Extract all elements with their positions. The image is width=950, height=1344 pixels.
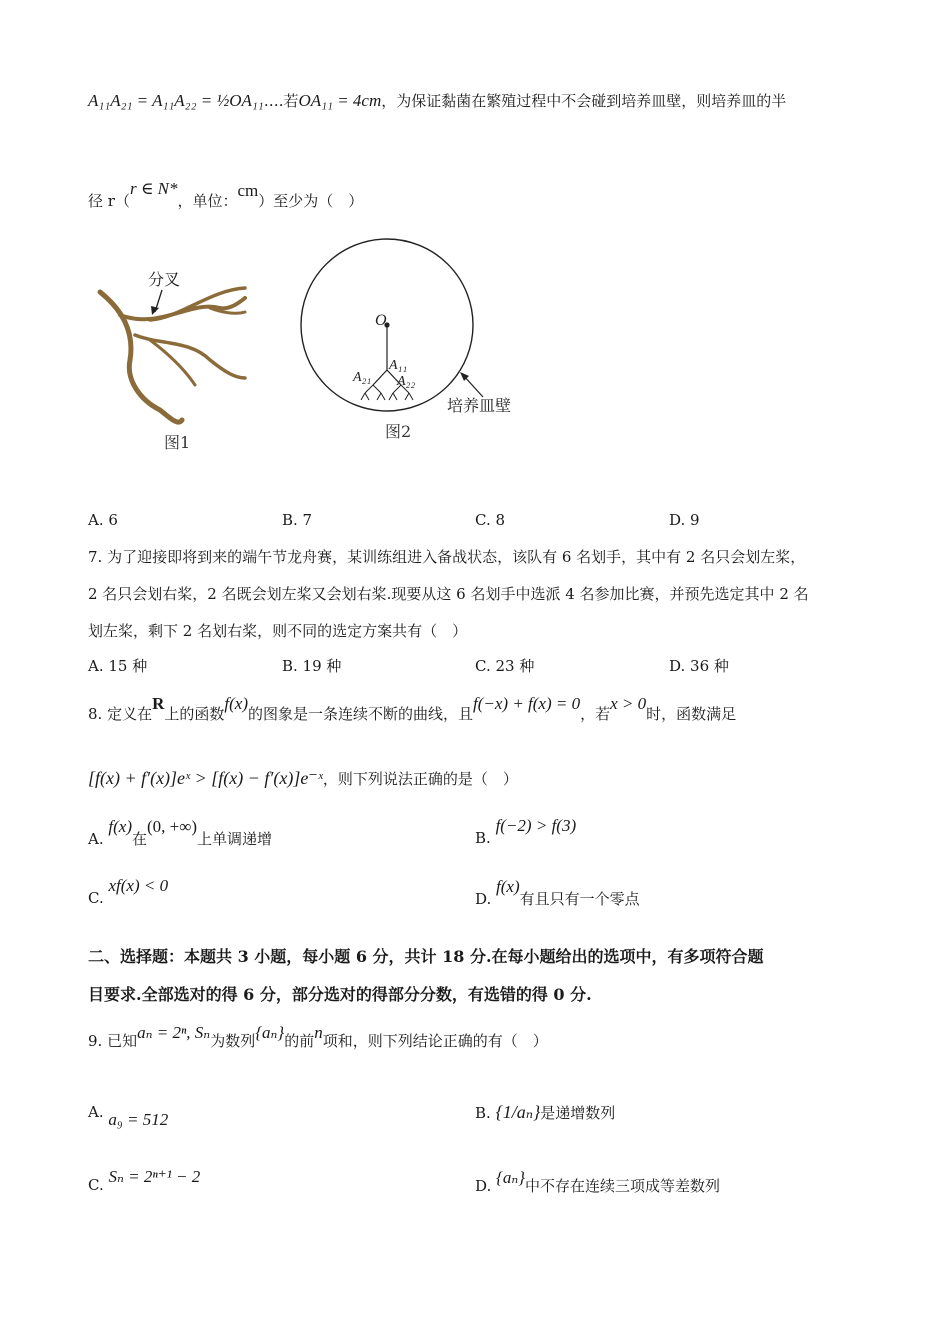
q6-radius-text: 径 r（: [88, 192, 130, 210]
q6-option-d: D. 9: [669, 511, 700, 529]
q8-text-1: 8. 定义在: [88, 705, 153, 723]
q6-line2: [88, 179, 364, 211]
label-a22: A₂₂: [397, 374, 416, 389]
q8-option-c-math: xf(x) < 0: [108, 876, 169, 895]
q6-option-b: B. 7: [282, 511, 313, 529]
q7-line1: 7. 为了迎接即将到来的端午节龙舟赛，某训练组进入备战状态，该队有 6 名划手，其中有 2 名只会划左桨，: [88, 548, 806, 566]
q9-option-a: [88, 1102, 169, 1129]
figure-1: [90, 260, 260, 460]
q9-option-d-label: D.: [475, 1177, 492, 1195]
q8-fx: f(x): [224, 694, 248, 713]
q8-option-c: [88, 876, 169, 908]
q9-option-b-math: {1/aₙ}: [495, 1102, 541, 1122]
q8-text-5: 时，函数满足: [646, 705, 737, 723]
q8-option-b: [475, 816, 577, 848]
q9-option-a-math: a₉ = 512: [108, 1110, 169, 1129]
q8-option-b-label: B.: [475, 829, 491, 847]
section-2-heading-line2: 目要求.全部选对的得 6 分，部分选对的得部分分数，有选错的得 0 分.: [88, 985, 592, 1004]
q9-option-c-math: Sₙ = 2ⁿ⁺¹ − 2: [108, 1167, 201, 1186]
q8-option-a-text-2: 上单调递增: [197, 830, 273, 848]
q8-real-set: R: [152, 694, 165, 713]
q6-question-end: ）至少为（ ）: [258, 192, 364, 210]
q7-line2: 2 名只会划右桨，2 名既会划左桨又会划右桨.现要从这 6 名划手中选派 4 名参加比赛，并预先选定其中 2 名: [88, 585, 809, 603]
q6-option-c: C. 8: [475, 511, 506, 529]
q8-option-c-label: C.: [88, 889, 104, 907]
q8-option-d: [475, 877, 640, 909]
q7-option-c: C. 23 种: [475, 657, 535, 675]
q8-text-4: ，若: [580, 705, 611, 723]
q6-condition: OA₁₁ = 4cm: [298, 91, 382, 110]
label-a11: A₁₁: [389, 358, 408, 373]
q8-option-b-math: f(−2) > f(3): [495, 816, 577, 835]
figure-2: [295, 235, 535, 450]
q8-option-a-fx: f(x): [108, 817, 132, 836]
q9-text-1: 9. 已知: [88, 1032, 138, 1050]
q9-option-d: [475, 1168, 721, 1196]
q8-option-d-text: 有且只有一个零点: [519, 890, 640, 908]
q9-option-b-text: 是递增数列: [540, 1104, 616, 1122]
q9-option-d-math: {aₙ}: [496, 1168, 526, 1187]
q8-odd-condition: f(−x) + f(x) = 0: [473, 694, 581, 713]
q9-an-def: aₙ = 2ⁿ, Sₙ: [137, 1023, 211, 1042]
section-2-heading-line1: 二、选择题：本题共 3 小题，每小题 6 分，共计 18 分.在每小题给出的选项中，有多项符合题: [88, 947, 764, 966]
q8-x-positive: x > 0: [610, 694, 647, 713]
q9-text-2: 为数列: [210, 1032, 256, 1050]
q8-option-a-label: A.: [88, 830, 104, 848]
q8-text-3: 的图象是一条连续不断的曲线，且: [247, 705, 473, 723]
q6-r-domain: r ∈ N*: [129, 179, 178, 198]
q6-formula: A₁₁A₂₁ = A₁₁A₂₂ = ½OA₁₁: [88, 91, 264, 110]
q7-option-d: D. 36 种: [669, 657, 729, 675]
q8-option-d-label: D.: [475, 890, 492, 908]
q8-text-6: ，则下列说法正确的是（ ）: [322, 770, 518, 788]
q9-option-c: [88, 1167, 201, 1195]
q6-unit-label: ，单位：: [177, 192, 238, 210]
fig1-branch-label: 分叉: [148, 270, 181, 289]
q6-unit: cm: [237, 181, 259, 200]
fig2-caption: 图2: [385, 422, 412, 441]
label-dish-wall: 培养皿壁: [447, 396, 512, 415]
q8-line2: [88, 768, 518, 789]
q6-text: ，为保证黏菌在繁殖过程中不会碰到培养皿壁，则培养皿的半: [381, 92, 787, 110]
q6-dots: ….若: [263, 92, 299, 110]
q9-option-c-label: C.: [88, 1176, 104, 1194]
q9-text-4: 项和，则下列结论正确的有（ ）: [322, 1032, 548, 1050]
q9-n: n: [314, 1023, 323, 1042]
q8-inequality: [f(x) + f′(x)]eˣ > [f(x) − f′(x)]e⁻ˣ: [88, 768, 323, 788]
q9-option-b: [475, 1102, 615, 1123]
q9-stem: [88, 1023, 548, 1051]
q9-option-a-label: A.: [88, 1103, 104, 1121]
q8-line1: [88, 694, 737, 724]
q6-option-a: A. 6: [88, 511, 118, 529]
label-o: O: [375, 312, 387, 329]
q9-text-3: 的前: [284, 1032, 315, 1050]
q8-option-a-text-1: 在: [131, 830, 147, 848]
q8-option-a: [88, 817, 273, 849]
q7-option-a: A. 15 种: [88, 657, 148, 675]
label-a21: A₂₁: [353, 370, 372, 385]
fig1-caption: 图1: [164, 433, 191, 452]
q9-sequence: {aₙ}: [255, 1023, 285, 1042]
q9-option-b-label: B.: [475, 1104, 491, 1122]
q8-option-a-interval: (0, +∞): [147, 817, 198, 836]
q6-line1: [88, 90, 786, 111]
q7-option-b: B. 19 种: [282, 657, 342, 675]
q9-option-d-text: 中不存在连续三项成等差数列: [525, 1177, 721, 1195]
q8-option-d-fx: f(x): [496, 877, 520, 896]
q7-line3: 划左桨，剩下 2 名划右桨，则不同的选定方案共有（ ）: [88, 622, 468, 640]
q8-text-2: 上的函数: [164, 705, 225, 723]
